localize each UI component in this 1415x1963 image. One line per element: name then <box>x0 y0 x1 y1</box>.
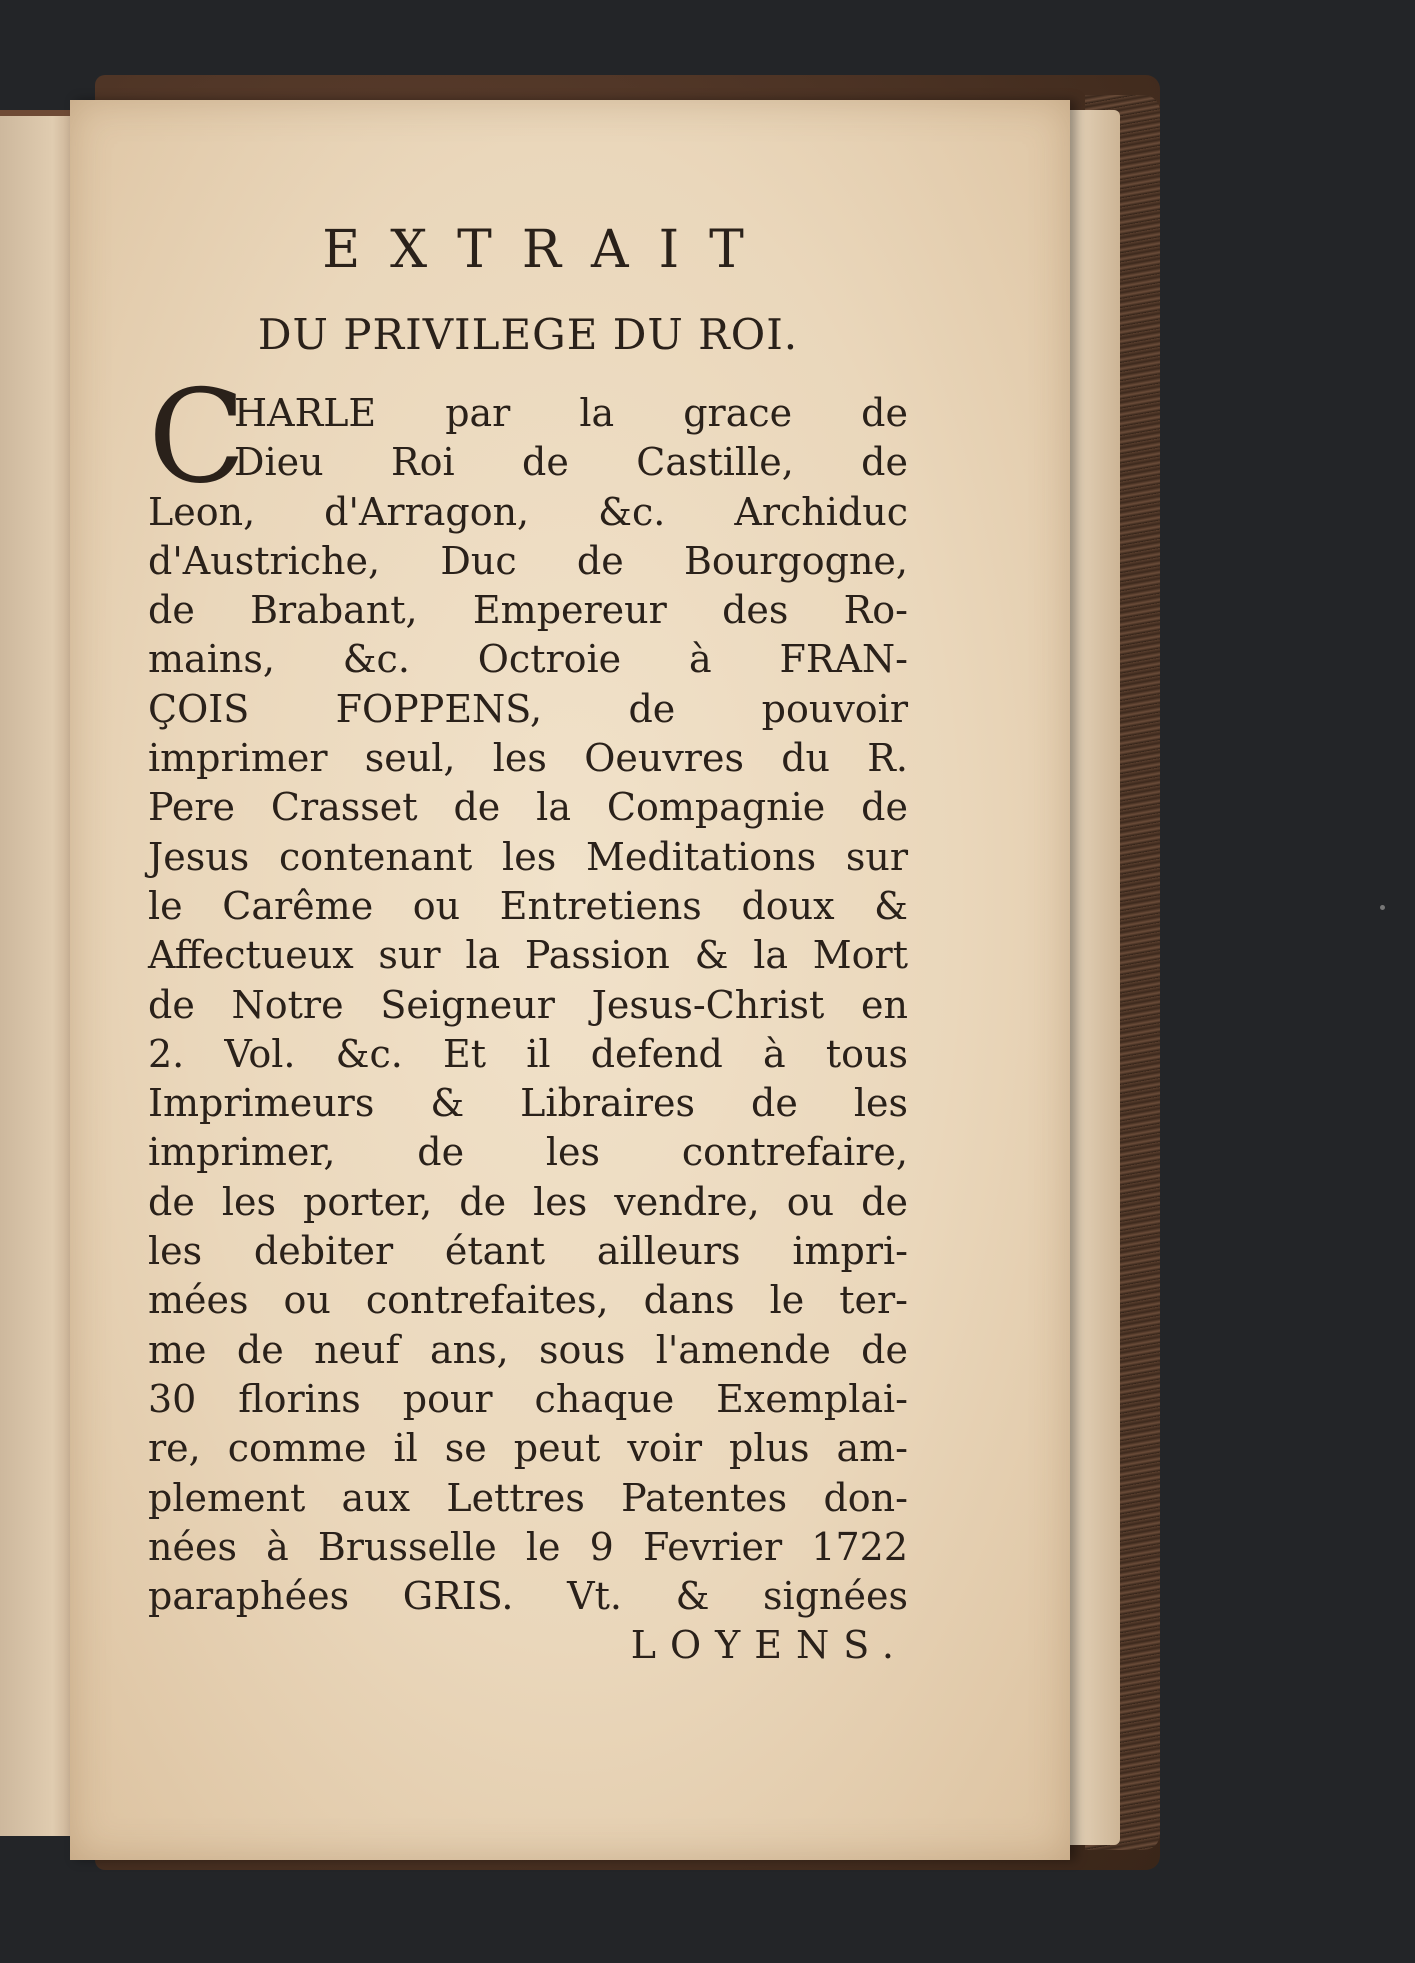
drop-cap: C <box>148 363 246 512</box>
text-line: Dieu Roi de Castille, de <box>234 440 908 485</box>
text-line: de Notre Seigneur Jesus-Christ en <box>148 982 908 1027</box>
text-line: paraphées GRIS. Vt. & signées <box>148 1574 908 1619</box>
text-line: ÇOIS FOPPENS, de pouvoir <box>148 686 908 731</box>
text-line: plement aux Lettres Patentes don- <box>148 1475 908 1520</box>
text-line: Jesus contenant les Meditations sur <box>148 834 908 879</box>
book-page <box>70 100 1070 1860</box>
text-line: re, comme il se peut voir plus am- <box>148 1426 908 1471</box>
text-line: 30 florins pour chaque Exemplai- <box>148 1376 908 1421</box>
text-line: de Brabant, Empereur des Ro- <box>148 588 908 633</box>
text-line: me de neuf ans, sous l'amende de <box>148 1327 908 1372</box>
text-line: Leon, d'Arragon, &c. Archiduc <box>148 489 908 534</box>
text-line: 2. Vol. &c. Et il defend à tous <box>148 1031 908 1076</box>
text-line: mées ou contrefaites, dans le ter- <box>148 1278 908 1323</box>
privilege-text <box>148 205 908 1671</box>
text-line: Imprimeurs & Libraires de les <box>148 1081 908 1126</box>
signature-line: LOYENS. <box>630 1623 908 1668</box>
text-line: Affectueux sur la Passion & la Mort <box>148 933 908 978</box>
text-line: HARLE par la grace de <box>234 391 908 435</box>
text-line: le Carême ou Entretiens doux & <box>148 883 908 928</box>
dust-speck <box>1380 905 1385 910</box>
text-line: Pere Crasset de la Compagnie de <box>148 785 908 830</box>
text-line: de les porter, de les vendre, ou de <box>148 1179 908 1224</box>
page-title: EXTRAIT <box>322 220 774 280</box>
text-line: les debiter étant ailleurs impri- <box>148 1229 908 1274</box>
page-subtitle: DU PRIVILEGE DU ROI. <box>257 310 799 359</box>
text-line: imprimer seul, les Oeuvres du R. <box>148 736 908 781</box>
text-line: imprimer, de les contrefaire, <box>148 1130 908 1175</box>
text-line: d'Austriche, Duc de Bourgogne, <box>148 538 908 583</box>
text-line: nées à Brusselle le 9 Fevrier 1722 <box>148 1524 908 1569</box>
text-line: mains, &c. Octroie à FRAN- <box>148 637 908 682</box>
body-text <box>148 389 908 1671</box>
